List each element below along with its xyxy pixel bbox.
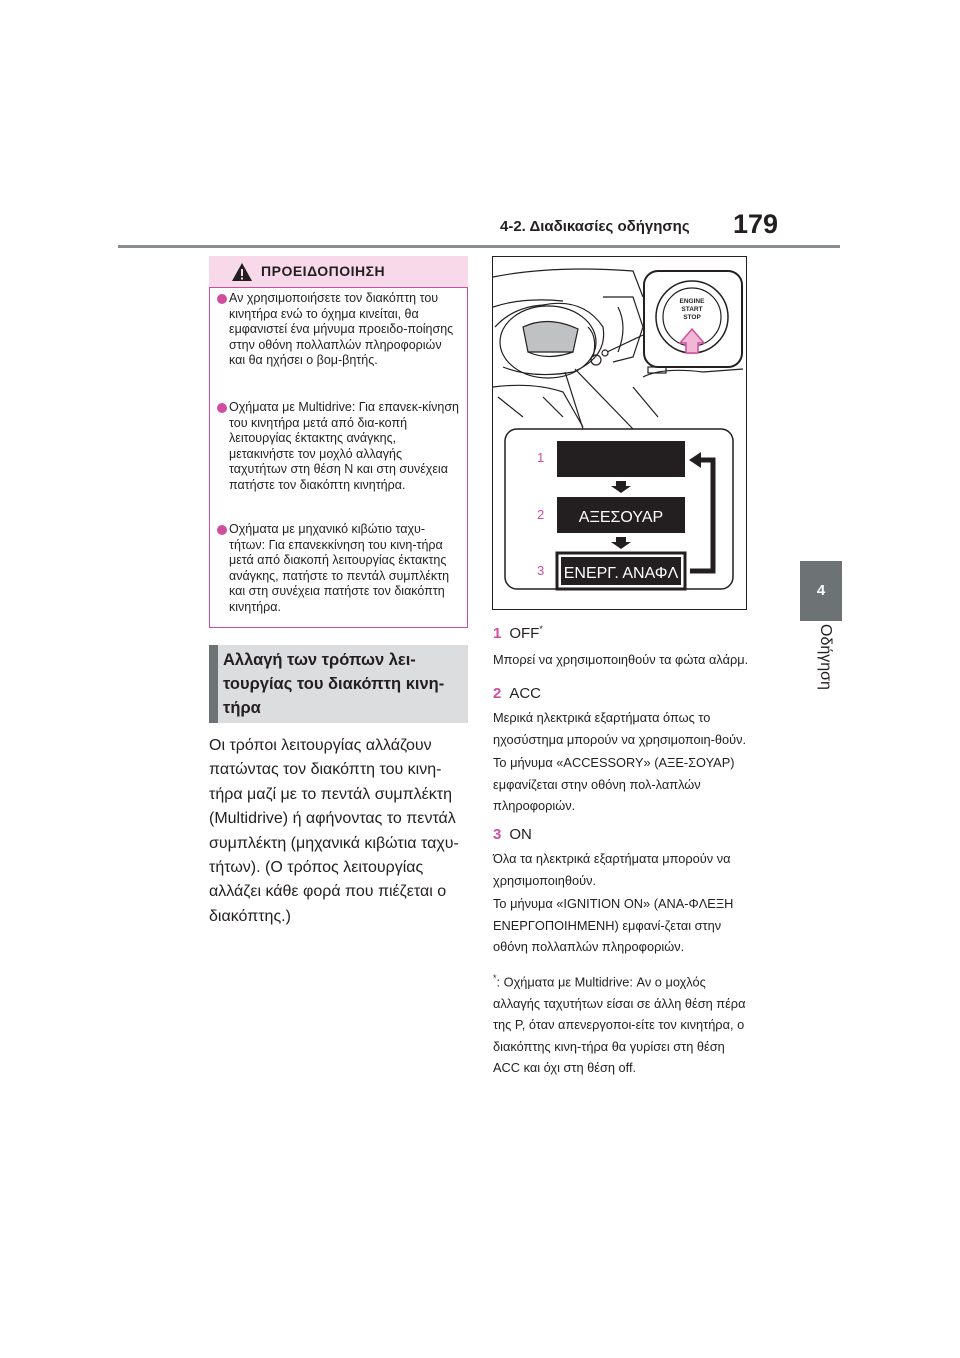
bullet-dot: [217, 294, 227, 304]
illustration: [492, 256, 747, 610]
button-label-line: STOP: [683, 314, 701, 321]
mode-description: Μπορεί να χρησιμοποιηθούν τα φώτα αλάρμ.: [493, 652, 749, 667]
chapter-label: Οδήγηση: [817, 624, 834, 690]
mode-label: ON: [509, 826, 532, 843]
mode-3: [493, 826, 753, 958]
mode-number: 1: [493, 625, 502, 642]
screen-number: 2: [537, 507, 545, 522]
mode-description: Το μήνυμα «IGNITION ON» (ΑΝΑ-ΦΛΕΞΗ ΕΝΕΡΓΟΠΟΙΗΜΕΝΗ) εμφανί-ζεται στην οθόνη πολλαπλών πληροφοριών.: [493, 896, 734, 954]
footnote: [493, 968, 755, 1079]
section-title: 4-2. Διαδικασίες οδήγησης: [500, 218, 690, 235]
mode-description: Μερικά ηλεκτρικά εξαρτήματα όπως το ηχοσύστημα μπορούν να χρησιμοποιη-θούν.: [493, 710, 747, 747]
section-heading: Αλλαγή των τρόπων λει-τουργίας του διακόπτη κινη-τήρα: [223, 651, 445, 717]
button-label-line: START: [681, 306, 703, 313]
footnote-mark: *: [493, 973, 497, 983]
bullet-dot: [217, 403, 227, 413]
section-heading-bar: [209, 645, 218, 723]
warning-bullet: Οχήματα με Multidrive: Για επανεκ-κίνηση του κινητήρα μετά από δια-κοπή λειτουργίας έκτακτης ανάγκης, μετακινήστε τον μοχλό αλλαγής ταχυτήτων στη θέση N και στη συνέχεια πατήστε τον διακόπτη κινητήρα.: [217, 400, 461, 493]
dashboard-illustration: [493, 257, 747, 610]
mode-1: [493, 620, 753, 671]
screen-text-acc: ΑΞΕΣΟΥΑΡ: [578, 509, 664, 526]
chapter-tab: 4: [800, 561, 842, 621]
button-label-line: ENGINE: [679, 298, 705, 305]
mode-label: ACC: [509, 685, 542, 702]
chapter-label-wrap: [786, 624, 856, 694]
page-number: 179: [733, 209, 779, 239]
display-screen-off: [557, 441, 685, 477]
warning-triangle-icon: [231, 262, 253, 282]
body-paragraph: Οι τρόποι λειτουργίας αλλάζουν πατώντας τον διακόπτη του κινη-τήρα μαζί με το πεντάλ συμπλέκτη (Multidrive) ή αφήνοντας το πεντάλ συμπλέκτη (μηχανικά κιβώτια ταχυ-τήτων). (Ο τρόπος λειτουργίας αλλάζει κάθε φορά που πιέζεται ο διακόπτης.): [209, 737, 459, 925]
screen-number: 3: [537, 563, 545, 578]
footnote-text: : Οχήματα με Multidrive: Αν ο μοχλός αλλαγής ταχυτήτων είσαι σε άλλη θέση πέρα της P, όταν απενεργοποι-είτε τον κινητήρα, ο διακόπτης κινη-τήρα θα γυρίσει στη θέση ACC και όχι στη θέση off.: [493, 974, 746, 1076]
warning-title: ΠΡΟΕΙΔΟΠΟΙΗΣΗ: [261, 263, 386, 279]
mode-footnote-mark: *: [539, 624, 543, 634]
bullet-dot: [217, 525, 227, 535]
screen-number: 1: [537, 450, 545, 465]
mode-2: [493, 685, 753, 817]
screen-text-on: ΕΝΕΡΓ. ΑΝΑΦΛ: [563, 565, 679, 582]
warning-bullet: Οχήματα με μηχανικό κιβώτιο ταχυ-τήτων: Για επανεκκίνηση του κινη-τήρα μετά από διακοπή λειτουργίας έκτακτης ανάγκης, πατήστε το πεντάλ συμπλέκτη και στη συνέχεια πατήστε τον διακόπτη κινητήρα.: [217, 522, 461, 615]
warning-bullet: Αν χρησιμοποιήσετε τον διακόπτη του κινητήρα ενώ το όχημα κινείται, θα εμφανιστεί ένα μήνυμα προειδο-ποίησης στην οθόνη πολλαπλών πληροφοριών και θα ηχήσει ο βομ-βητής.: [217, 291, 461, 369]
header-rule: [118, 245, 840, 248]
mode-label: OFF: [509, 625, 540, 642]
mode-description: Το μήνυμα «ACCESSORY» (ΑΞΕ-ΣΟΥΑΡ) εμφανίζεται στην οθόνη πολ-λαπλών πληροφοριών.: [493, 755, 735, 813]
mode-number: 3: [493, 826, 502, 843]
mode-description: Όλα τα ηλεκτρικά εξαρτήματα μπορούν να χρησιμοποιηθούν.: [493, 851, 731, 888]
mode-number: 2: [493, 685, 502, 702]
